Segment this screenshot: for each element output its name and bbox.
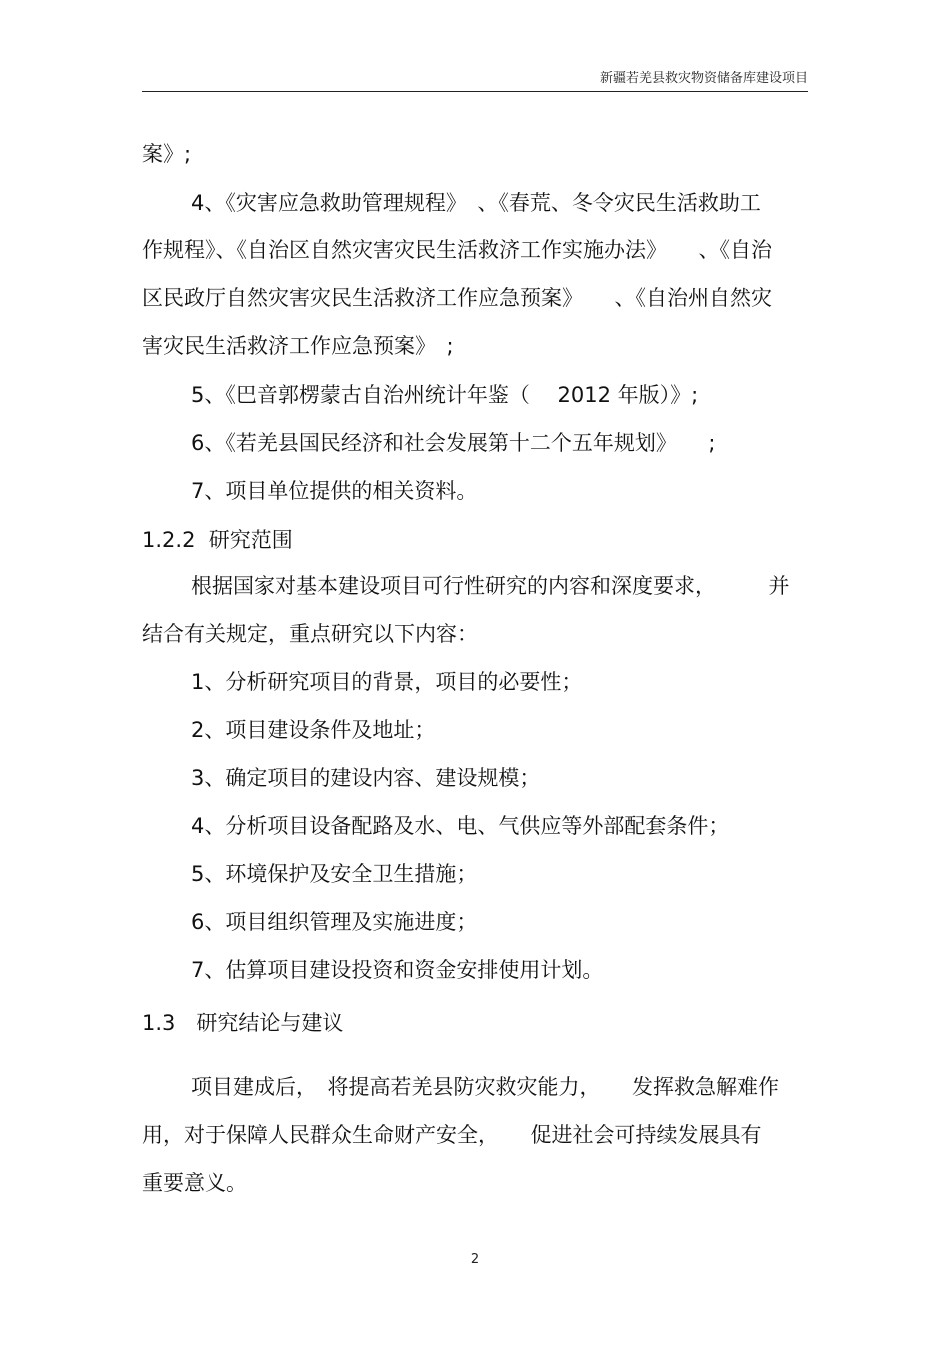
header-title: 新疆若羌县救灾物资储备库建设项目 <box>599 71 808 86</box>
section-heading: 1.3 研究结论与建议 <box>142 1011 344 1035</box>
text-line: 案》; <box>142 142 192 166</box>
text-line: 7、项目单位提供的相关资料。 <box>191 479 478 503</box>
text-line: 作规程》、《自治区自然灾害灾民生活救济工作实施办法》 、《自治 <box>142 238 772 262</box>
text-line: 6、《若羌县国民经济和社会发展第十二个五年规划》 ; <box>191 431 716 455</box>
list-item: 7、估算项目建设投资和资金安排使用计划。 <box>191 958 604 982</box>
page-number: 2 <box>470 1252 480 1267</box>
list-item: 2、项目建设条件及地址； <box>191 718 436 742</box>
text-line: 结合有关规定，重点研究以下内容： <box>142 622 478 646</box>
list-item: 6、项目组织管理及实施进度； <box>191 910 478 934</box>
text-line: 害灾民生活救济工作应急预案》 ; <box>142 334 454 358</box>
text-line: 5、《巴音郭楞蒙古自治州统计年鉴（ 2012 年版）》; <box>191 383 699 407</box>
list-item: 5、环境保护及安全卫生措施； <box>191 862 478 886</box>
text-line: 4、《灾害应急救助管理规程》 、《春荒、冬令灾民生活救助工 <box>191 191 761 215</box>
text-line: 重要意义。 <box>142 1171 247 1195</box>
section-heading: 1.2.2 研究范围 <box>142 528 293 552</box>
header-rule <box>142 91 808 92</box>
list-item: 1、分析研究项目的背景，项目的必要性； <box>191 670 583 694</box>
text-line: 用，对于保障人民群众生命财产安全， 促进社会可持续发展具有 <box>142 1123 762 1147</box>
list-item: 3、确定项目的建设内容、建设规模； <box>191 766 541 790</box>
text-line: 根据国家对基本建设项目可行性研究的内容和深度要求， 并 <box>191 574 790 598</box>
list-item: 4、分析项目设备配路及水、电、气供应等外部配套条件； <box>191 814 730 838</box>
text-line: 项目建成后， 将提高若羌县防灾救灾能力， 发挥救急解难作 <box>191 1075 779 1099</box>
text-line: 区民政厅自然灾害灾民生活救济工作应急预案》 、《自治州自然灾 <box>142 286 772 310</box>
